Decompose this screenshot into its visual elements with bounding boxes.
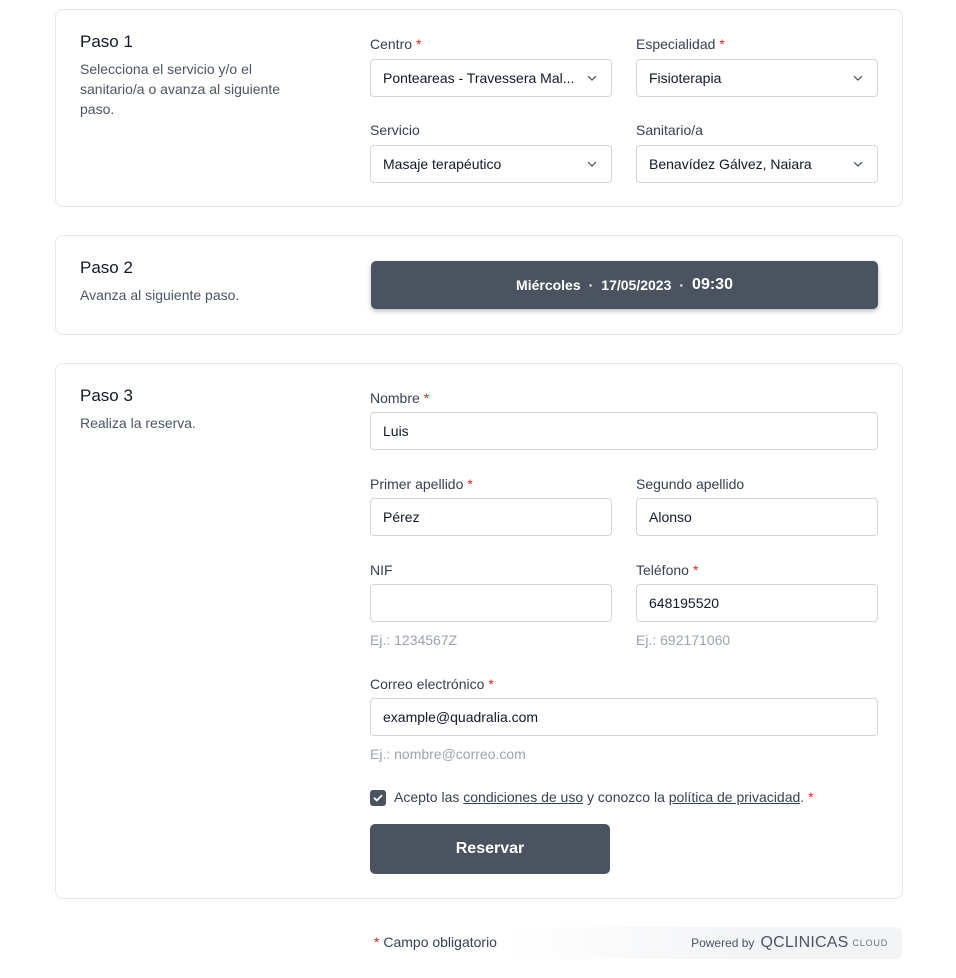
especialidad-select[interactable] [636,59,878,97]
required-asterisk: * [488,676,494,692]
powered-by-text: Powered by [691,936,755,950]
segundo-apellido-label: Segundo apellido [636,476,745,492]
nombre-label: Nombre * [370,390,430,406]
required-asterisk: * [467,476,473,492]
telefono-value: 648195520 [649,595,720,611]
centro-value: Ponteareas - Travessera Mal... [383,70,575,86]
step2-description: Avanza al siguiente paso. [80,287,240,303]
step1-card [55,9,903,207]
step3-title: Paso 3 [80,386,133,405]
correo-hint: Ej.: nombre@correo.com [370,746,526,762]
correo-input[interactable] [370,698,878,736]
selected-appointment-button[interactable] [371,261,878,309]
appointment-day: Miércoles [516,277,581,293]
reservar-button[interactable]: Reservar [370,824,610,874]
primer-apellido-label: Primer apellido * [370,476,473,492]
centro-select[interactable] [370,59,612,97]
nif-hint: Ej.: 1234567Z [370,632,458,648]
step3-description: Realiza la reserva. [80,415,196,431]
brand-suffix: CLOUD [852,938,888,948]
step2-card [55,235,903,335]
step1-title: Paso 1 [80,32,133,51]
required-asterisk: * [423,390,430,406]
step2-title: Paso 2 [80,258,133,277]
primer-apellido-input[interactable] [370,498,612,536]
primer-apellido-value: Pérez [383,509,420,525]
step3-card [55,363,903,899]
especialidad-value: Fisioterapia [649,70,722,86]
especialidad-label: Especialidad * [636,36,725,52]
required-asterisk: * [374,934,380,950]
consent-checkbox[interactable] [370,790,386,806]
required-field-note: * Campo obligatorio [374,934,497,950]
brand-logo: QCLINICAS [760,934,849,951]
privacy-policy-link[interactable]: política de privacidad [668,789,801,805]
step1-description: Selecciona el servicio y/o el sanitario/a o avanza al siguiente paso. [80,61,281,117]
appointment-date: 17/05/2023 [601,277,672,293]
sanitario-label: Sanitario/a [636,122,703,138]
sanitario-value: Benavídez Gálvez, Naiara [649,156,812,172]
servicio-select[interactable] [370,145,612,183]
separator-dot: · [588,277,594,293]
correo-label: Correo electrónico * [370,676,494,692]
required-asterisk: * [416,36,422,52]
nif-label: NIF [370,562,393,578]
required-asterisk: * [692,562,699,578]
correo-value: example@quadralia.com [383,709,539,725]
chevron-down-icon [851,71,865,85]
telefono-hint: Ej.: 692171060 [636,632,731,648]
segundo-apellido-value: Alonso [649,509,692,525]
nombre-value: Luis [383,423,409,439]
nif-input[interactable] [370,584,612,622]
centro-label: Centro * [370,36,422,52]
consent-text: Acepto las condiciones de uso y conozco la política de privacidad. * [394,789,814,805]
chevron-down-icon [585,71,599,85]
required-asterisk: * [808,789,814,805]
separator-dot: · [679,277,685,293]
sanitario-select[interactable] [636,145,878,183]
appointment-time: 09:30 [692,276,733,293]
terms-link[interactable]: condiciones de uso [463,789,584,805]
required-asterisk: * [719,36,725,52]
chevron-down-icon [851,157,865,171]
powered-by-badge[interactable] [506,927,902,959]
segundo-apellido-input[interactable] [636,498,878,536]
chevron-down-icon [585,157,599,171]
telefono-input[interactable] [636,584,878,622]
checkmark-icon [372,792,384,804]
servicio-value: Masaje terapéutico [383,156,502,172]
telefono-label: Teléfono * [636,562,699,578]
nombre-input[interactable] [370,412,878,450]
servicio-label: Servicio [370,122,420,138]
